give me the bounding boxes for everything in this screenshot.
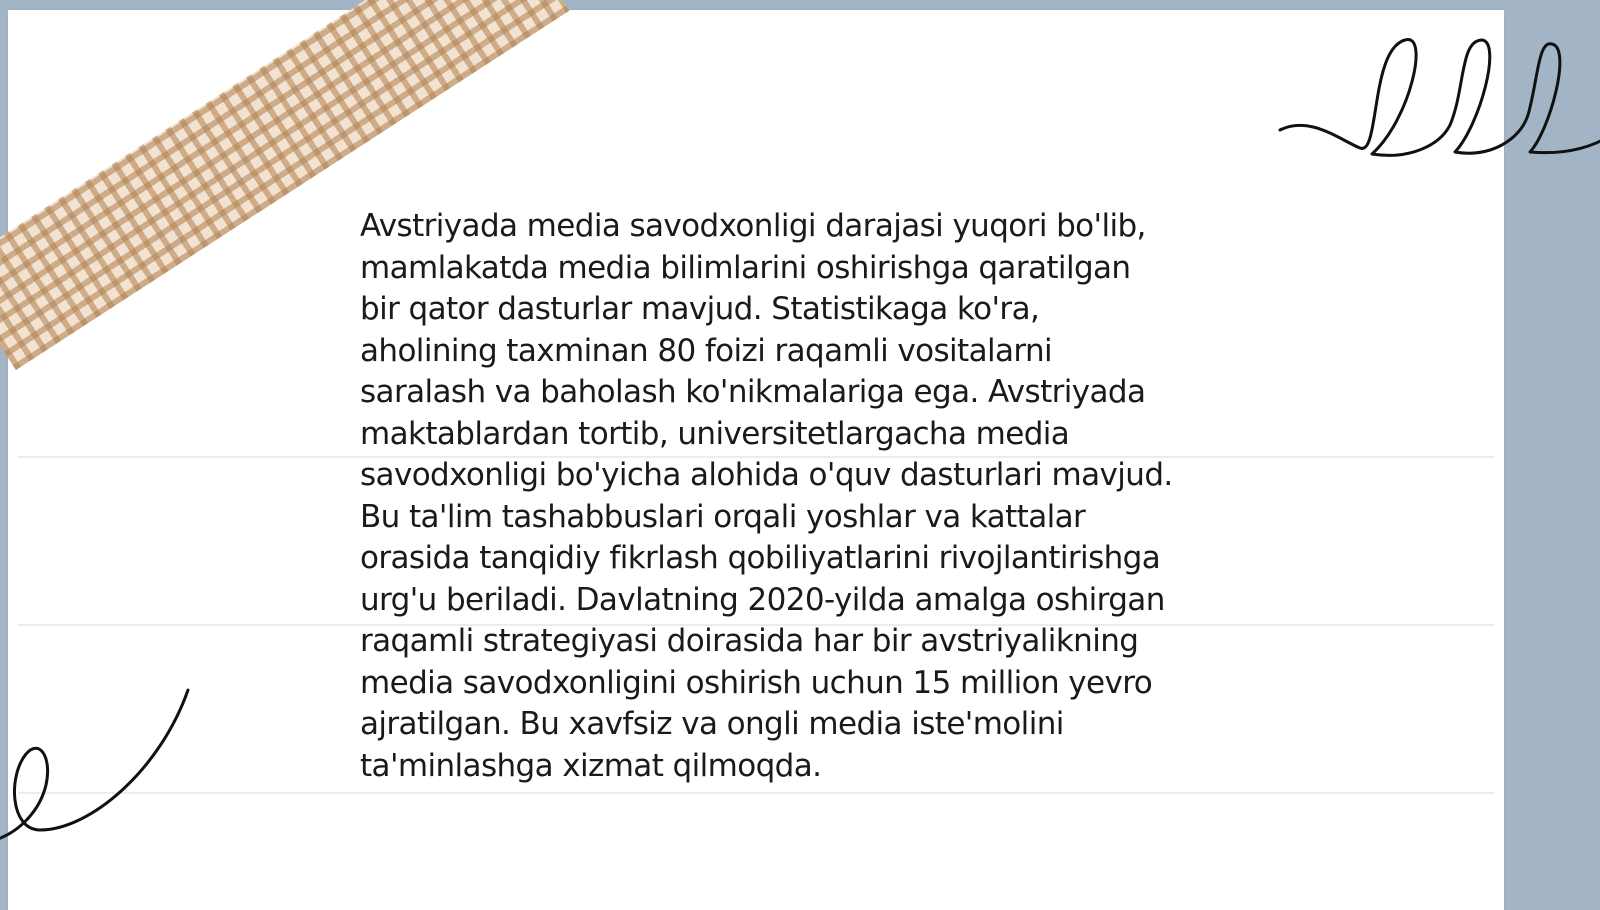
loops-doodle xyxy=(1290,30,1600,170)
swash-doodle xyxy=(0,690,200,850)
ruled-line xyxy=(18,792,1494,794)
body-paragraph: Avstriyada media savodxonligi darajasi yuqori bo'lib, mamlakatda media bilimlarini oshirishga qaratilgan bir qator dasturlar mavjud. Statistikaga ko'ra, aholining taxminan 80 foizi raqamli vositalarni saralash va baholash ko'nikmalariga ega. Avstriyada maktablardan tortib, universitetlargacha media savodxonligi bo'yicha alohida o'quv dasturlari mavjud. Bu ta'lim tashabbuslari orqali yoshlar va kattalar orasida tanqidiy fikrlash qobiliyatlarini rivojlantirishga urg'u beriladi. Davlatning 2020-yilda amalga oshirgan raqamli strategiyasi doirasida har bir avstriyalikning media savodxonligini oshirish uchun 15 million yevro ajratilgan. Bu xavfsiz va ongli media iste'molini ta'minlashga xizmat qilmoqda. xyxy=(360,208,1173,784)
